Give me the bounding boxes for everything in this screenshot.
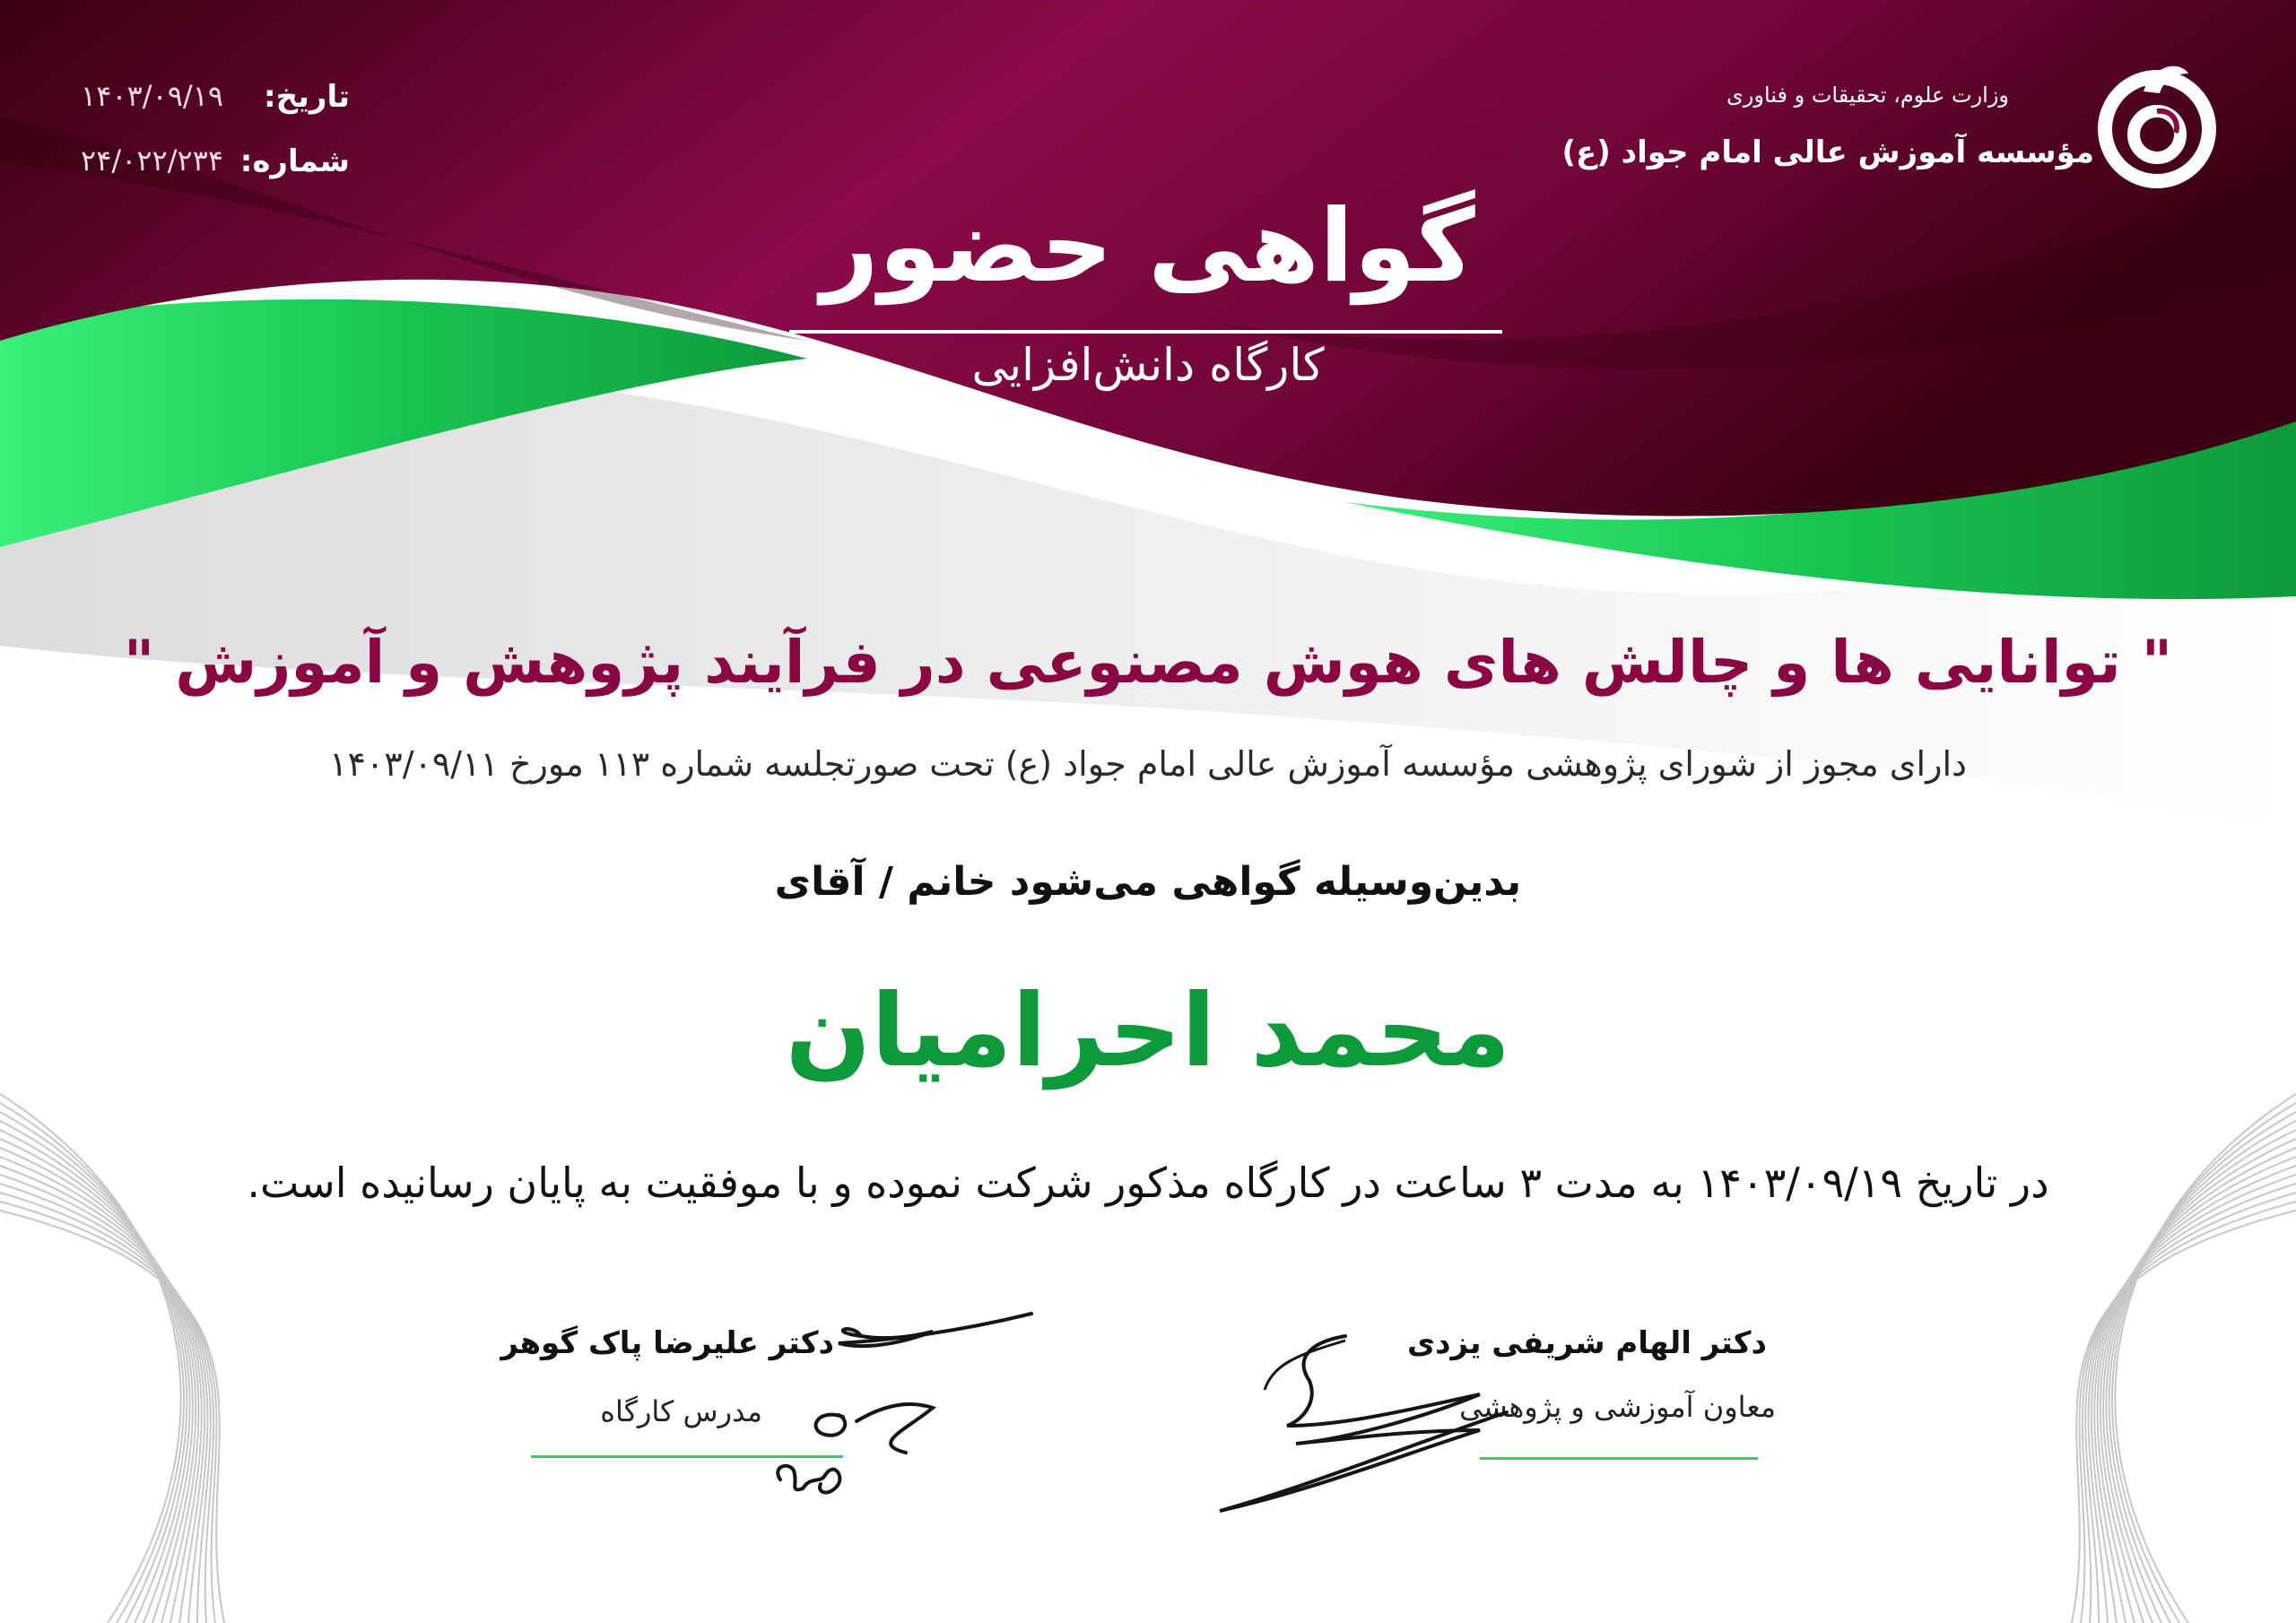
certificate-title: گواهی حضور	[821, 188, 1475, 305]
certify-text: بدین‌وسیله گواهی می‌شود خانم / آقای	[774, 859, 1522, 905]
decorative-line	[0, 1184, 211, 1623]
number-row	[81, 143, 350, 188]
signatory-name: دکتر الهام شریفی یزدی	[1406, 1325, 1767, 1361]
decorative-line	[2089, 1175, 2296, 1623]
date-label: تاریخ:	[264, 79, 350, 115]
signature-scribble-instructor	[753, 1309, 1058, 1515]
institution-logo-icon	[2090, 56, 2224, 190]
decorative-line	[0, 1139, 196, 1623]
recipient-name: محمد احرامیان	[785, 973, 1511, 1089]
decorative-line	[2100, 1139, 2296, 1623]
title-divider	[789, 330, 1502, 334]
license-text: دارای مجوز از شورای پژوهشی مؤسسه آموزش عالی امام جواد (ع) تحت صورتجلسه شماره ۱۱۳ مورخ ۱۴۰۳/۰۹/۱۱	[329, 744, 1967, 784]
institution-name: مؤسسه آموزش عالی امام جواد (ع)	[1561, 135, 2094, 170]
signatory-role: معاون آموزشی و پژوهشی	[1459, 1390, 1776, 1424]
signatory-name: دکتر علیرضا پاک گوهر	[500, 1325, 834, 1361]
decorative-line	[0, 1175, 207, 1623]
date-row	[81, 79, 350, 124]
completion-text: در تاریخ ۱۴۰۳/۰۹/۱۹ به مدت ۳ ساعت در کارگاه مذکور شرکت نموده و با موفقیت به پایان رسانیده است.	[247, 1159, 2049, 1207]
signature-scribble-deputy	[1211, 1318, 1587, 1542]
number-value: ۲۴/۰۲۲/۲۳۴	[81, 143, 224, 178]
workshop-title: " توانایی ها و چالش های هوش مصنوعی در فرآیند پژوهش و آموزش "	[123, 628, 2173, 697]
number-label: شماره:	[239, 143, 350, 179]
date-value: ۱۴۰۳/۰۹/۱۹	[81, 79, 224, 113]
ministry-name: وزارت علوم، تحقیقات و فناوری	[1726, 82, 2009, 108]
decorative-line	[2085, 1184, 2296, 1623]
certificate-subtitle: کارگاه دانش‌افزایی	[971, 339, 1325, 391]
signatory-role: مدرس کارگاه	[600, 1394, 762, 1428]
